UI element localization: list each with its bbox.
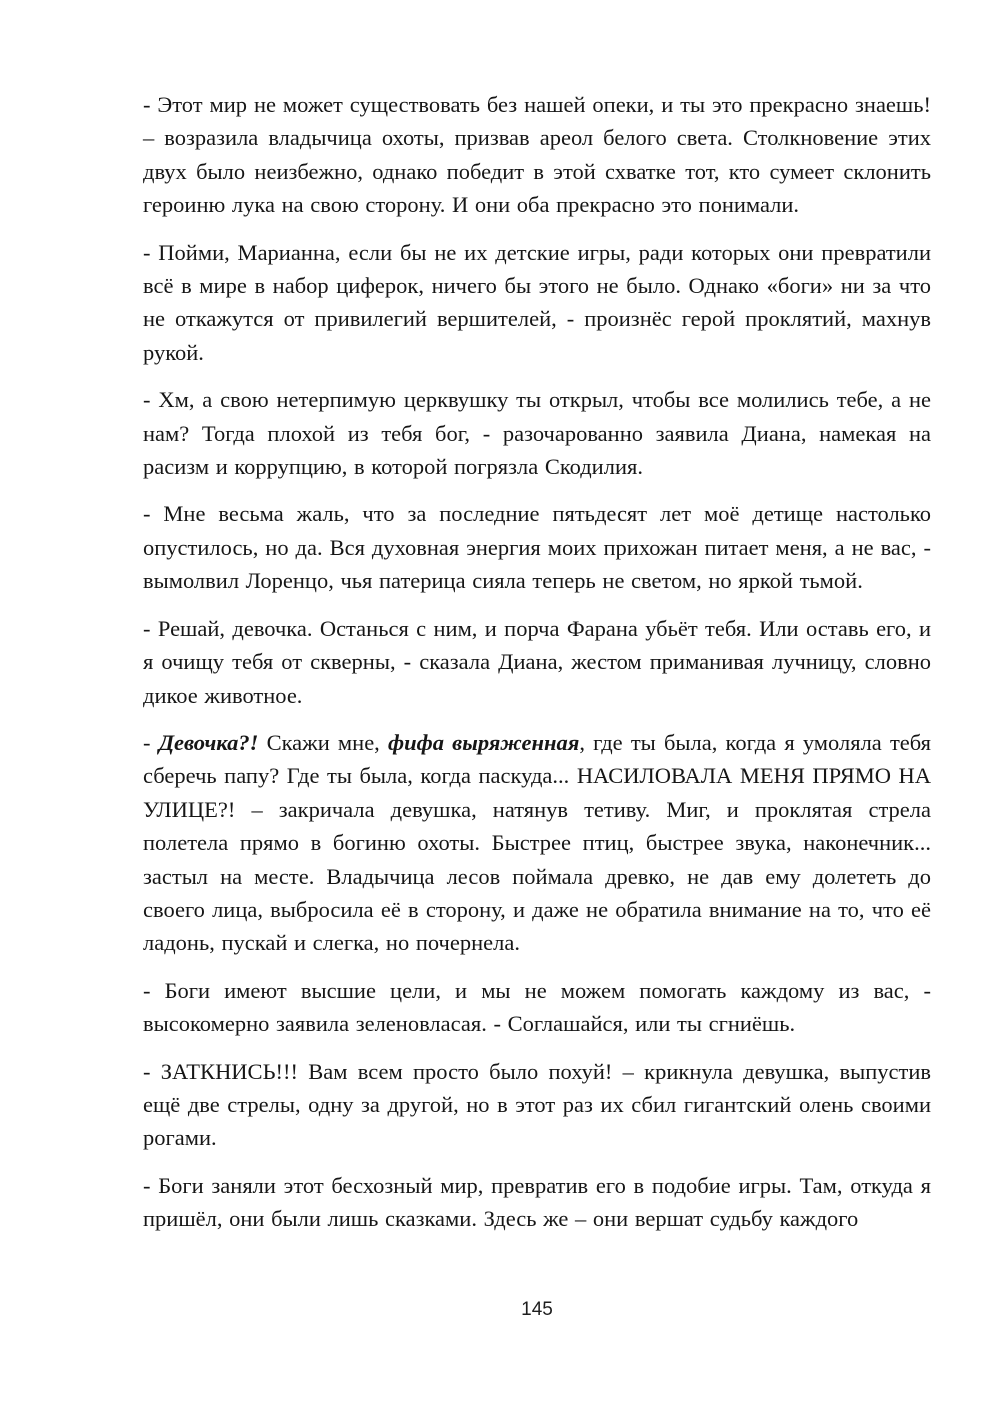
text-run: - Решай, девочка. Останься с ним, и порча Фарана убьёт тебя. Или оставь его, и я очищу тебя от скверны, - сказала Диана, жестом приманивая лучницу, словно дикое животное. — [143, 615, 931, 708]
emphasized-text: Девочка?! — [158, 729, 259, 755]
text-run: - ЗАТКНИСЬ!!! Вам всем просто было похуй! – крикнула девушка, выпустив ещё две стрелы, одну за другой, но в этот раз их сбил гигантский олень своими рогами. — [143, 1058, 931, 1151]
paragraph — [143, 88, 931, 222]
text-run: - Пойми, Марианна, если бы не их детские игры, ради которых они превратили всё в мире в набор циферок, ничего бы этого не было. Однако «боги» ни за что не откажутся от привилегий вершителей, - произнёс герой проклятий, махнув рукой. — [143, 239, 931, 365]
paragraph — [143, 726, 931, 960]
paragraph — [143, 236, 931, 370]
paragraph — [143, 1055, 931, 1155]
text-run: Скажи мне, — [258, 729, 388, 755]
page-number: 145 — [521, 1299, 553, 1320]
text-run: - Мне весьма жаль, что за последние пятьдесят лет моё детище настолько опустилось, но да. Вся духовная энергия моих прихожан питает меня, а не вас, - вымолвил Лоренцо, чья патерица сияла теперь не светом, но яркой тьмой. — [143, 501, 931, 594]
text-run: - Боги имеют высшие цели, и мы не можем помогать каждому из вас, - высокомерно заявила зеленовласая. - Соглашайся, или ты сгниёшь. — [143, 977, 931, 1037]
emphasized-text: фифа выряженная — [388, 729, 580, 755]
paragraph — [143, 383, 931, 483]
text-run: , где ты была, когда я умоляла тебя сберечь папу? Где ты была, когда паскуда... НАСИЛОВАЛА МЕНЯ ПРЯМО НА УЛИЦЕ?! – закричала девушка, натянув тетиву. Миг, и проклятая стрела полетела прямо в богиню охоты. Быстрее птиц, быстрее звука, наконечник... застыл на месте. Владычица лесов поймала древко, не дав ему долететь до своего лица, выбросила её в сторону, и даже не обратила внимание на то, что её ладонь, пускай и слегка, но почернела. — [143, 729, 932, 956]
text-run: - Этот мир не может существовать без нашей опеки, и ты это прекрасно знаешь! – возразила владычица охоты, призвав ареол белого света. Столкновение этих двух было неизбежно, однако победит в этой схватке тот, кто сумеет склонить героиню лука на свою сторону. И они оба прекрасно это понимали. — [143, 92, 931, 218]
page-text-column — [143, 88, 931, 1250]
paragraph — [143, 497, 931, 597]
text-run: - Боги заняли этот бесхозный мир, превратив его в подобие игры. Там, откуда я пришёл, они были лишь сказками. Здесь же – они вершат судьбу каждого — [143, 1172, 931, 1232]
text-run: - Хм, а свою нетерпимую церквушку ты открыл, чтобы все молились тебе, а не нам? Тогда плохой из тебя бог, - разочарованно заявила Диана, намекая на расизм и коррупцию, в которой погрязла Скодилия. — [143, 387, 931, 480]
paragraph — [143, 974, 931, 1041]
paragraph — [143, 1169, 931, 1236]
text-run: - — [143, 729, 159, 755]
page-footer — [143, 1299, 931, 1321]
paragraph — [143, 612, 931, 712]
